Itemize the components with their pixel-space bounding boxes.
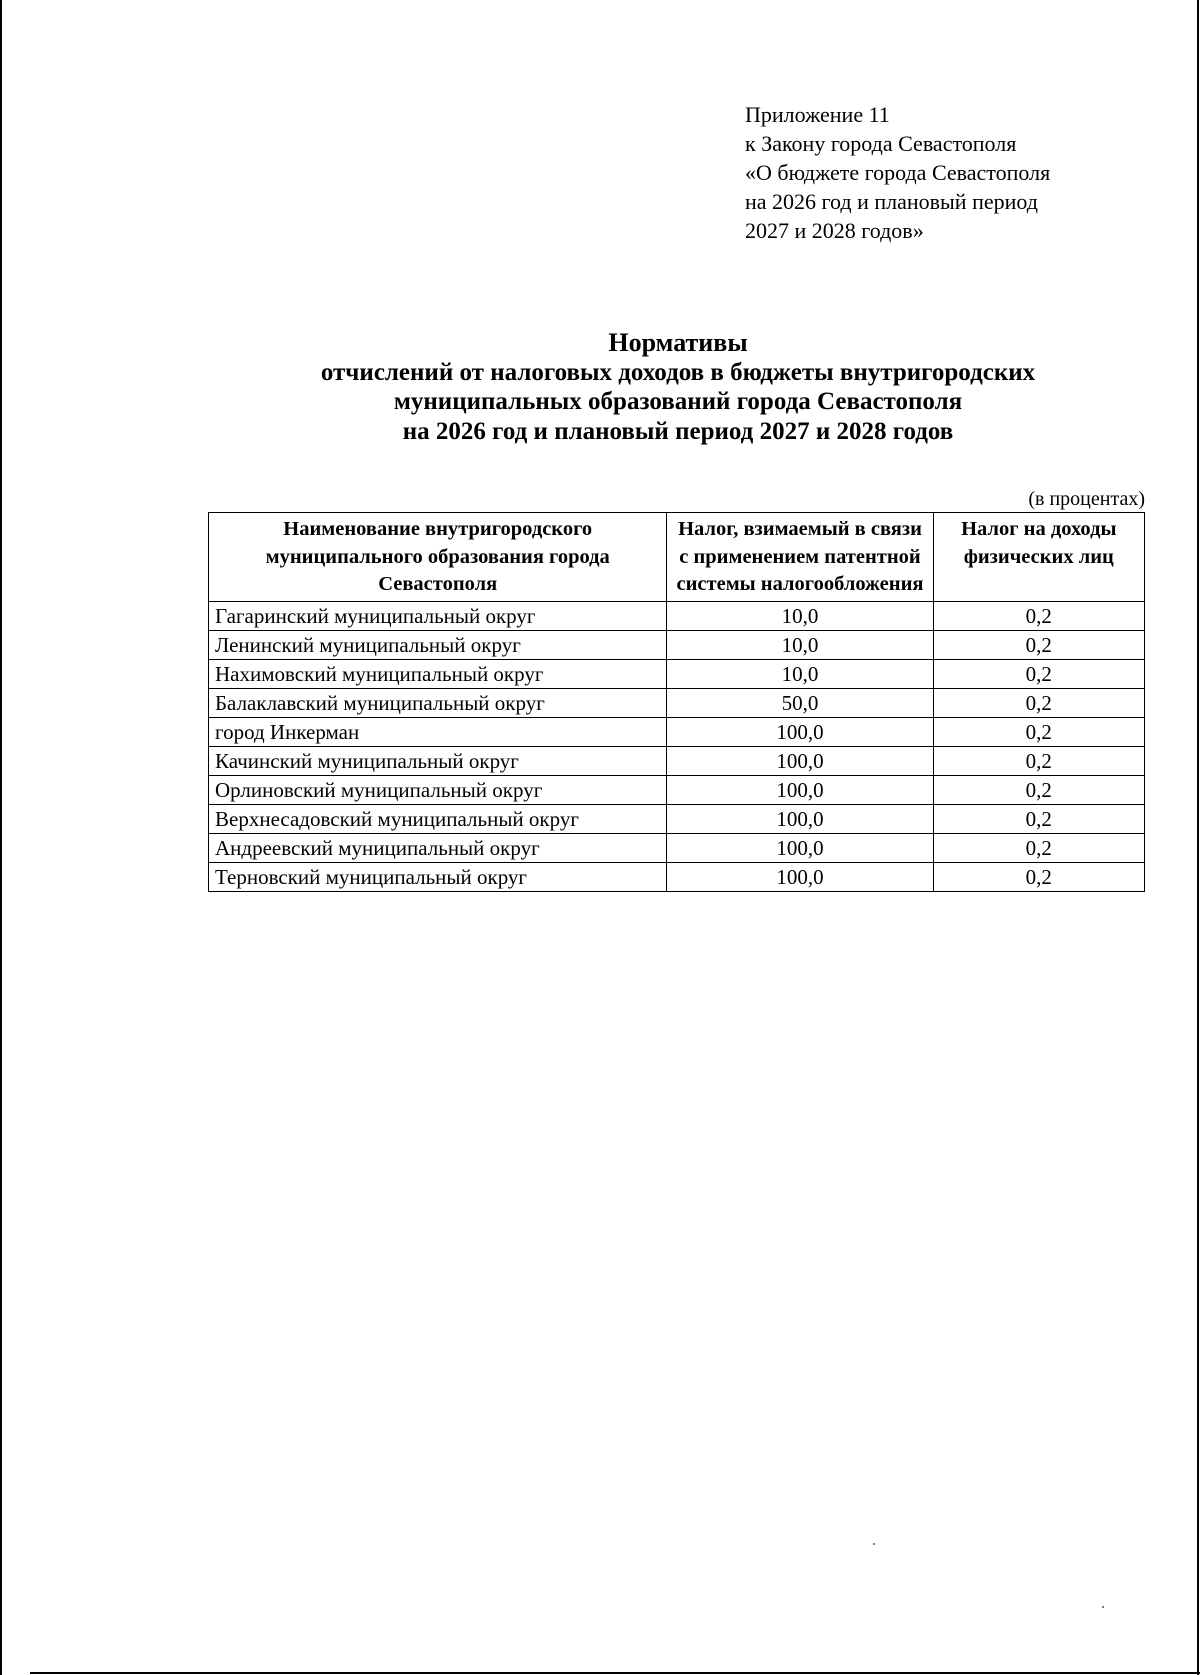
- cell-income-tax: 0,2: [933, 659, 1144, 688]
- cell-patent-tax: 100,0: [667, 833, 933, 862]
- cell-income-tax: 0,2: [933, 862, 1144, 891]
- cell-income-tax: 0,2: [933, 688, 1144, 717]
- page-border-right: [1197, 0, 1199, 1675]
- cell-patent-tax: 100,0: [667, 775, 933, 804]
- cell-income-tax: 0,2: [933, 804, 1144, 833]
- cell-patent-tax: 10,0: [667, 601, 933, 630]
- cell-municipality: Балаклавский муниципальный округ: [209, 688, 667, 717]
- table-row: [209, 862, 1145, 891]
- cell-municipality: Гагаринский муниципальный округ: [209, 601, 667, 630]
- table-row: [209, 717, 1145, 746]
- appendix-line: на 2026 год и плановый период: [745, 189, 1038, 214]
- table-row: [209, 833, 1145, 862]
- appendix-line: 2027 и 2028 годов»: [745, 218, 924, 243]
- cell-patent-tax: 100,0: [667, 717, 933, 746]
- cell-municipality: Верхнесадовский муниципальный округ: [209, 804, 667, 833]
- title-line: муниципальных образований города Севастополя: [393, 388, 963, 415]
- cell-municipality: Терновский муниципальный округ: [209, 862, 667, 891]
- table-row: [209, 804, 1145, 833]
- cell-income-tax: 0,2: [933, 746, 1144, 775]
- cell-income-tax: 0,2: [933, 833, 1144, 862]
- cell-patent-tax: 100,0: [667, 746, 933, 775]
- cell-patent-tax: 10,0: [667, 630, 933, 659]
- cell-patent-tax: 10,0: [667, 659, 933, 688]
- cell-municipality: Орлиновский муниципальный округ: [209, 775, 667, 804]
- appendix-line: «О бюджете города Севастополя: [745, 160, 1051, 185]
- cell-income-tax: 0,2: [933, 717, 1144, 746]
- page-border-left: [0, 0, 2, 1675]
- table-row: [209, 746, 1145, 775]
- appendix-note: [745, 100, 1050, 245]
- cell-municipality: Андреевский муниципальный округ: [209, 833, 667, 862]
- cell-income-tax: 0,2: [933, 601, 1144, 630]
- scan-speck: [1102, 1606, 1104, 1608]
- title-line: на 2026 год и плановый период 2027 и 2028 годов: [402, 417, 954, 445]
- header-municipality: Наименование внутригородского муниципального образования города Севастополя: [209, 513, 667, 602]
- title-line: отчислений от налоговых доходов в бюджеты внутригородских: [320, 358, 1036, 386]
- table-row: [209, 601, 1145, 630]
- page-border-bottom: [30, 1672, 1200, 1674]
- appendix-line: к Закону города Севастополя: [745, 131, 1017, 156]
- cell-income-tax: 0,2: [933, 630, 1144, 659]
- table-row: [209, 775, 1145, 804]
- cell-municipality: город Инкерман: [209, 717, 667, 746]
- cell-municipality: Качинский муниципальный округ: [209, 746, 667, 775]
- table-row: [209, 688, 1145, 717]
- cell-patent-tax: 100,0: [667, 862, 933, 891]
- table-header-row: [209, 513, 1145, 602]
- cell-patent-tax: 50,0: [667, 688, 933, 717]
- table-row: [209, 630, 1145, 659]
- title-line: Нормативы: [608, 328, 748, 357]
- cell-income-tax: 0,2: [933, 775, 1144, 804]
- appendix-line: Приложение 11: [745, 102, 890, 127]
- header-patent-tax: Налог, взимаемый в связи с применением патентной системы налогообложения: [667, 513, 933, 602]
- units-note: (в процентах): [1028, 488, 1145, 510]
- document-title: [120, 328, 1200, 446]
- scan-speck: [873, 1543, 875, 1545]
- norms-table: [208, 512, 1145, 892]
- cell-municipality: Ленинский муниципальный округ: [209, 630, 667, 659]
- cell-municipality: Нахимовский муниципальный округ: [209, 659, 667, 688]
- header-income-tax: Налог на доходы физических лиц: [933, 513, 1144, 602]
- cell-patent-tax: 100,0: [667, 804, 933, 833]
- table-row: [209, 659, 1145, 688]
